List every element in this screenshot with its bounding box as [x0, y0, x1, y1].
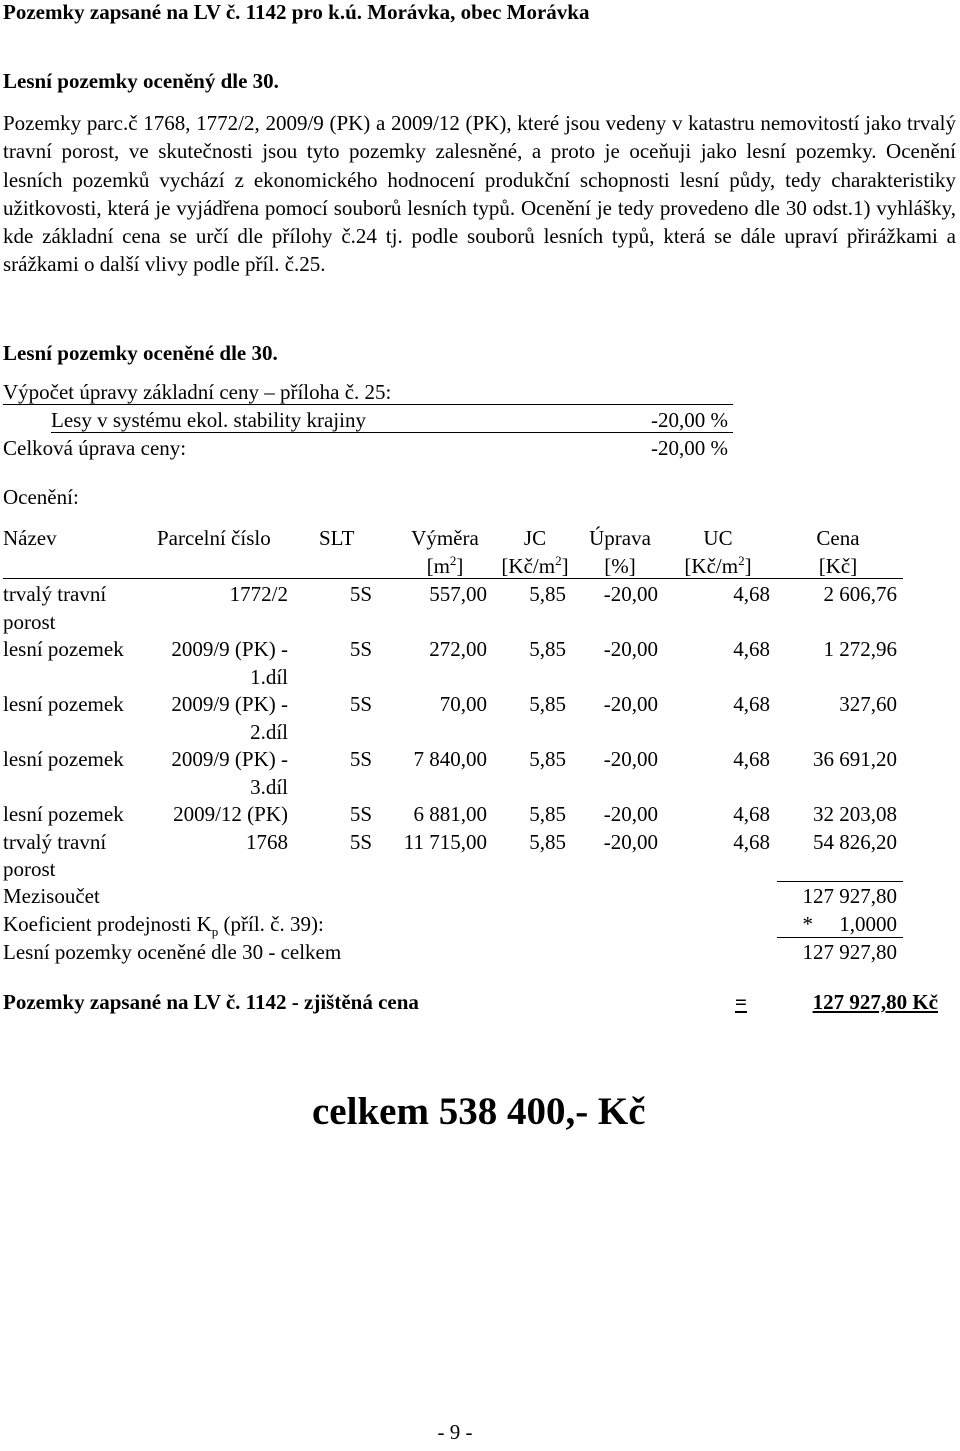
- cell-vymera: 6 881,00: [413, 802, 487, 826]
- cell-parcela: 1768: [246, 829, 288, 854]
- table-header-divider: [3, 578, 903, 579]
- adjustment-item-value: -20,00 %: [651, 408, 728, 432]
- cell-slt: 5S: [349, 582, 372, 606]
- cell-nazev: trvalý travní: [3, 829, 107, 854]
- section-heading: Lesní pozemky oceněný dle 30.: [3, 69, 279, 93]
- header-uc: UC: [703, 526, 733, 550]
- cell-jc: 5,85: [529, 747, 566, 771]
- cell-uprava: -20,00: [603, 637, 658, 661]
- intro-paragraph: Pozemky parc.č 1768, 1772/2, 2009/9 (PK) a 2009/12 (PK), které jsou vedeny v katastru nemovitostí jako trvalý travní porost, ve skutečnosti jsou tyto pozemky zalesněné, a proto je oceňuji jako lesní pozemky. Ocenění lesních pozemků vychází z ekonomického hodnocení produkční schopnosti lesní půdy, tedy charakteristiky užitkovosti, která je vyjádřena pomocí souborů lesních typů. Ocenění je tedy provedeno dle 30 odst.1) vyhlášky, kde základní cena se určí dle přílohy č.24 tj. podle souborů lesních typů, která se dále upraví přirážkami a srážkami o další vlivy podle příl. č.25.: [3, 111, 956, 277]
- cell-nazev: lesní pozemek: [3, 802, 124, 826]
- cell-cena: 1 272,96: [823, 637, 897, 661]
- cell-uc: 4,68: [733, 582, 770, 606]
- cell-vymera: 557,00: [429, 582, 487, 606]
- cell-vymera: 70,00: [439, 692, 487, 716]
- header-cena-unit: [Kč]: [818, 554, 858, 578]
- cell-uprava: -20,00: [603, 802, 658, 826]
- coefficient-value: * 1,0000: [802, 912, 897, 936]
- cell-uc: 4,68: [733, 637, 770, 661]
- header-uprava-unit: [%]: [604, 554, 636, 578]
- subtotal-label: Mezisoučet: [3, 884, 100, 908]
- valuation-heading: Lesní pozemky oceněné dle 30.: [3, 341, 278, 365]
- adjustment-title: Výpočet úpravy základní ceny – příloha č. 25:: [3, 380, 392, 404]
- cell-jc: 5,85: [529, 829, 566, 854]
- lv-total-value: 127 927,80 Kč: [812, 990, 938, 1014]
- cell-jc: 5,85: [529, 692, 566, 716]
- total-adjustment-value: -20,00 %: [651, 436, 728, 460]
- header-cena: Cena: [816, 526, 860, 550]
- header-nazev: Název: [3, 526, 57, 550]
- cell-slt: 5S: [349, 747, 372, 771]
- page-title: Pozemky zapsané na LV č. 1142 pro k.ú. Morávka, obec Morávka: [3, 0, 590, 24]
- header-parcela: Parcelní číslo: [157, 526, 271, 550]
- cell-uprava: -20,00: [603, 829, 658, 854]
- cell-parcela: 2009/12 (PK): [173, 802, 288, 826]
- cell-cena: 2 606,76: [823, 582, 897, 606]
- cell-vymera: 272,00: [429, 637, 487, 661]
- adjustment-item-divider: [51, 432, 733, 433]
- cell-jc: 5,85: [529, 637, 566, 661]
- cell-vymera: 7 840,00: [413, 747, 487, 771]
- header-slt: SLT: [319, 526, 355, 550]
- header-jc: JC: [523, 526, 547, 550]
- lv-total-label: Pozemky zapsané na LV č. 1142 - zjištěná cena: [3, 990, 419, 1014]
- cell-uc: 4,68: [733, 692, 770, 716]
- lv-total-eq: =: [735, 990, 747, 1014]
- header-uprava: Úprava: [589, 526, 651, 550]
- cell-parcela-line2: 2.díl: [250, 719, 288, 744]
- cell-nazev: lesní pozemek: [3, 637, 124, 661]
- forest-total-label: Lesní pozemky oceněné dle 30 - celkem: [3, 940, 342, 964]
- cell-vymera: 11 715,00: [403, 829, 487, 854]
- cell-cena: 32 203,08: [813, 802, 897, 826]
- page-number: - 9 -: [437, 1420, 473, 1444]
- cell-nazev: lesní pozemek: [3, 692, 124, 716]
- coefficient-label: Koeficient prodejnosti $K_p$ (příl. č. 39):: [3, 912, 324, 940]
- cell-cena: 327,60: [839, 692, 897, 716]
- forest-total-value: 127 927,80: [802, 940, 897, 964]
- cell-slt: 5S: [349, 802, 372, 826]
- cell-parcela: 2009/9 (PK) -: [171, 692, 288, 716]
- cell-parcela-line2: 3.díl: [250, 774, 288, 799]
- cell-slt: 5S: [349, 637, 372, 661]
- header-uc-unit: $[Kč/m^2]$: [684, 553, 752, 578]
- cell-cena: 54 826,20: [813, 829, 897, 854]
- cell-nazev: trvalý travní: [3, 582, 107, 606]
- cell-uprava: -20,00: [603, 692, 658, 716]
- subtotal-value: 127 927,80: [802, 884, 897, 908]
- cell-uc: 4,68: [733, 747, 770, 771]
- cell-jc: 5,85: [529, 582, 566, 606]
- cell-uprava: -20,00: [603, 747, 658, 771]
- adjustment-item-label: Lesy v systému ekol. stability krajiny: [51, 408, 366, 432]
- cell-parcela: 2009/9 (PK) -: [171, 637, 288, 661]
- cell-uprava: -20,00: [603, 582, 658, 606]
- cell-cena: 36 691,20: [813, 747, 897, 771]
- total-adjustment-label: Celková úprava ceny:: [3, 436, 187, 460]
- cell-uc: 4,68: [733, 802, 770, 826]
- cell-parcela: 2009/9 (PK) -: [171, 747, 288, 771]
- cell-slt: 5S: [349, 692, 372, 716]
- cell-parcela: 1772/2: [229, 582, 288, 606]
- grand-total: celkem 538 400,- Kč: [312, 1090, 646, 1133]
- cell-parcela-line2: 1.díl: [250, 664, 288, 689]
- cell-nazev-line2: porost: [3, 857, 56, 881]
- oceneni-label: Ocenění:: [3, 485, 79, 509]
- header-vymera: Výměra: [411, 526, 479, 550]
- cell-slt: 5S: [349, 829, 372, 854]
- adjustment-divider: [3, 404, 733, 405]
- cell-uc: 4,68: [733, 829, 770, 854]
- header-jc-unit: $[Kč/m^2]$: [501, 553, 569, 578]
- cell-nazev-line2: porost: [3, 609, 56, 634]
- cell-nazev: lesní pozemek: [3, 747, 124, 771]
- header-vymera-unit: $[m^2]$: [426, 553, 464, 578]
- cell-jc: 5,85: [529, 802, 566, 826]
